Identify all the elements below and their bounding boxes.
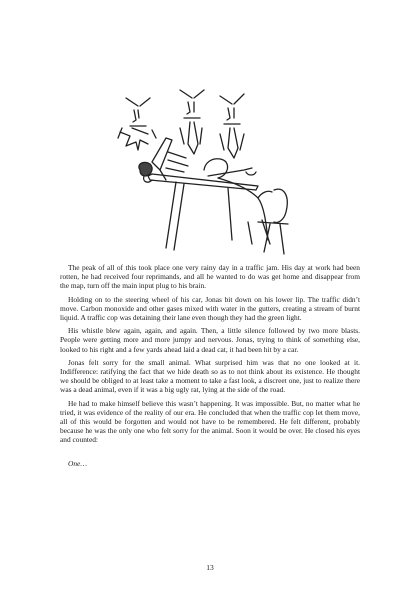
paragraph: Jonas felt sorry for the small animal. What surprised him was that no one looked at it. Indifference: ratifying the fact that we hide death so as to not think about its existence. He thought we should be obliged to at least take a moment to take a fast look, a discreet one, just to realize there was a dead animal, even if it was a big ugly rat, lying at the side of the road. — [60, 357, 360, 395]
angry-face-right — [220, 94, 244, 158]
page-number: 13 — [206, 563, 214, 572]
paragraph: He had to make himself believe this wasn’t happening. It was impossible. But, no matter what he tried, it was evidence of the reality of our era. He concluded that when the traffic cop let them move, all of this would be forgotten and would not have to be remembered. He felt different, probably because he was the only one who felt sorry for the animal. Soon it would be over. He closed his eyes and counted: — [60, 398, 360, 445]
sketch-illustration — [108, 72, 308, 262]
angry-face-left — [118, 98, 156, 150]
paragraph: The peak of all of this took place one very rainy day in a traffic jam. His day at work had been rotten, he had received four reprimands, and all he wanted to do was get home and disappear from the map, turn off the main input plug to his brain. — [60, 263, 360, 291]
desk — [148, 174, 258, 250]
closing-line: One… — [68, 458, 87, 468]
paragraph: Holding on to the steering wheel of his car, Jonas bit down on his lower lip. The traffic didn’t move. Carbon monoxide and other gases mixed with water in the gutters, creating a stream of burnt liquid. A traffic cop was detaining their lane even though they had the green light. — [60, 294, 360, 323]
angry-face-middle — [180, 90, 204, 154]
paragraph: His whistle blew again, again, and again. Then, a little silence followed by two more blasts. People were getting more and more jumpy and nervous. Jonas, trying to think of something else, looked to his right and a few yards ahead laid a dead cat, it had been hit by a car. — [60, 326, 360, 354]
body-text — [60, 263, 360, 472]
computer-monitor — [152, 138, 188, 180]
slumped-person — [204, 159, 272, 244]
